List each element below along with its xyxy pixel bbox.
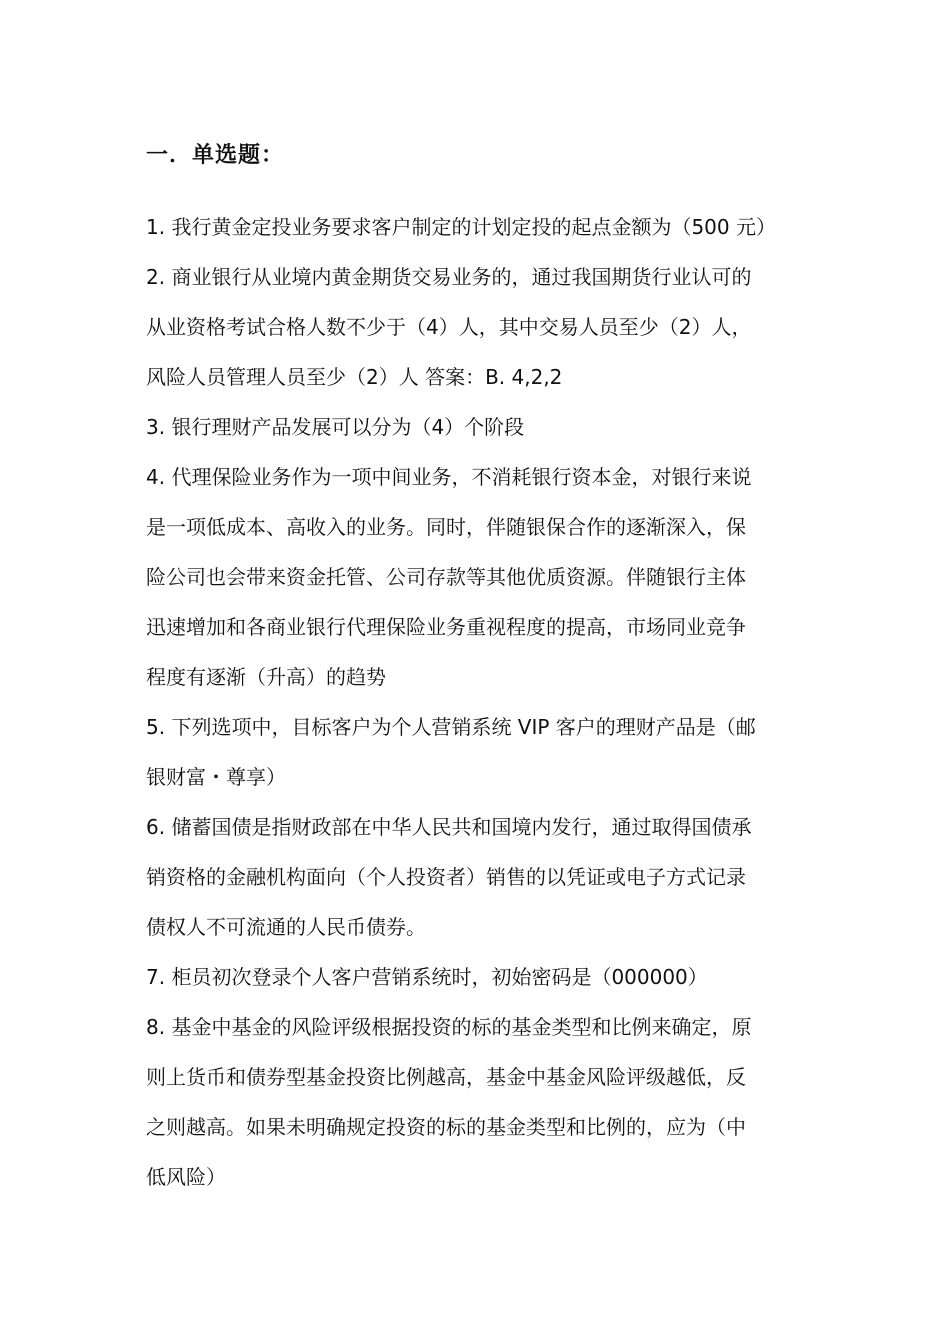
question-7-line-1: 7. 柜员初次登录个人客户营销系统时，初始密码是（000000） <box>146 965 708 989</box>
question-4-line-5: 程度有逐渐（升高）的趋势 <box>146 665 386 689</box>
question-2-line-2: 从业资格考试合格人数不少于（4）人，其中交易人员至少（2）人， <box>146 315 752 339</box>
question-8-line-3: 之则越高。如果未明确规定投资的标的基金类型和比例的，应为（中 <box>146 1115 746 1139</box>
question-6-line-1: 6. 储蓄国债是指财政部在中华人民共和国境内发行，通过取得国债承 <box>146 815 752 839</box>
question-4-line-2: 是一项低成本、高收入的业务。同时，伴随银保合作的逐渐深入，保 <box>146 515 746 539</box>
question-8-line-4: 低风险） <box>146 1165 226 1189</box>
question-8-line-2: 则上货币和债券型基金投资比例越高，基金中基金风险评级越低，反 <box>146 1065 746 1089</box>
section-heading: 一．单选题： <box>146 143 285 168</box>
question-4-line-1: 4. 代理保险业务作为一项中间业务，不消耗银行资本金，对银行来说 <box>146 465 752 489</box>
question-2-line-3: 风险人员管理人员至少（2）人 答案：B. 4,2,2 <box>146 365 563 389</box>
question-5-line-1: 5. 下列选项中，目标客户为个人营销系统 VIP 客户的理财产品是（邮 <box>146 715 756 739</box>
question-3-line-1: 3. 银行理财产品发展可以分为（4）个阶段 <box>146 415 525 439</box>
question-2-line-1: 2. 商业银行从业境内黄金期货交易业务的，通过我国期货行业认可的 <box>146 265 752 289</box>
question-1-line-1: 1. 我行黄金定投业务要求客户制定的计划定投的起点金额为（500 元） <box>146 215 776 239</box>
question-6-line-2: 销资格的金融机构面向（个人投资者）销售的以凭证或电子方式记录 <box>146 865 746 889</box>
question-4-line-3: 险公司也会带来资金托管、公司存款等其他优质资源。伴随银行主体 <box>146 565 746 589</box>
question-4-line-4: 迅速增加和各商业银行代理保险业务重视程度的提高，市场同业竞争 <box>146 615 746 639</box>
question-6-line-3: 债权人不可流通的人民币债券。 <box>146 915 426 939</box>
question-8-line-1: 8. 基金中基金的风险评级根据投资的标的基金类型和比例来确定，原 <box>146 1015 752 1039</box>
question-5-line-2: 银财富・尊享） <box>146 765 286 789</box>
